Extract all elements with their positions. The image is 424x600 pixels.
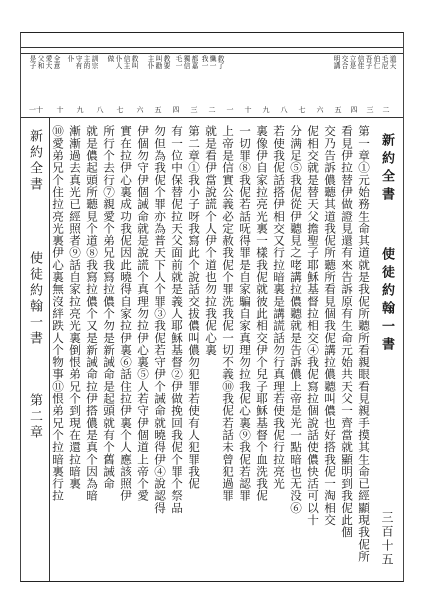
text-column: ⑩愛弟兄个住拉亮光裏伊心裏無沒絆跌人个物事⑪恨弟兄个拉暗裏行拉 xyxy=(51,125,65,502)
margin-note: 獨信 xyxy=(182,55,190,69)
margin-note: 訓宗 xyxy=(90,55,98,69)
verse-number: 四 xyxy=(350,106,358,114)
margin-note: 主仆 xyxy=(146,55,154,69)
verse-number: 三 xyxy=(190,106,198,114)
text-column: 就是看伊當說謊个人伊个道也勿拉我伲心裏 xyxy=(204,125,218,356)
verse-number: 九 xyxy=(76,106,84,114)
text-column: 看見伊拉替伊做證見還有來告訴原有生命元始共天父一齊當就顯明到我伲此個 xyxy=(340,125,354,539)
margin-note: 都嘉 xyxy=(190,55,198,69)
header-under-rule xyxy=(21,53,403,54)
running-title-rule xyxy=(49,117,50,581)
header-top-rule xyxy=(21,47,403,48)
margin-note: 明講 xyxy=(332,55,340,69)
text-column: 實在拉伊心裏成功我伲因此曉得自家拉伊裏⑥話住拉伊裏个人應該照伊 xyxy=(119,125,133,502)
verse-number: 一十 xyxy=(29,106,43,114)
verse-number: 一 xyxy=(226,106,234,114)
text-column: 分满足⑤我伲從伊聽見之咾講拉儂聽就是告訴儂上帝是光一點暗也无没⑥ xyxy=(289,125,303,514)
text-column: 勿但為我伲个罪亦為普天下人个罪③我伲若守伊个誡命就曉得伊④說認得 xyxy=(153,125,167,514)
verse-number: 六 xyxy=(316,106,324,114)
text-column: 裏像伊自家拉亮光裏一樣我伲就彼此相交伊个兒子耶穌基督个血洗我伲 xyxy=(255,125,269,502)
verse-number: 七 xyxy=(298,106,306,114)
margin-note: 吾子 xyxy=(364,55,372,69)
epistle-title: 使徒約翰一書 xyxy=(379,247,394,355)
margin-note: 懺一 xyxy=(208,55,216,69)
chapter-2-start-column: 第二章①我小子呀我寫此个說話交拔儂叫儂勿犯罪若使有人犯罪我伲 xyxy=(187,125,201,490)
text-column: 伊個勿守伊個誡命就是說謊个真理勿拉伊心裏⑤人若守伊個道上帝个愛 xyxy=(136,125,150,502)
margin-note: 是子 xyxy=(28,55,36,69)
text-column: 第一章①元始務生命其道就是我伲所聽所看親眼看見親手摸其生命已經顯現我伲所 xyxy=(357,125,371,563)
verse-number: 十 xyxy=(244,106,252,114)
running-subtitle: 使徒約翰一書 xyxy=(27,251,42,347)
text-column: 就是儂起頭所聽見个道⑧我寫拉儂个又是新誡命拉伊搭儂是真个因為暗 xyxy=(85,125,99,502)
verse-number: 七 xyxy=(116,106,124,114)
margin-note: 叫勸 xyxy=(154,55,162,69)
text-column: 伲相交就是替天父擔聖子耶穌基督拉相交④我伲寫拉個說話使儂快活可以十 xyxy=(306,125,320,526)
margin-note: 守有 xyxy=(74,55,82,69)
margin-note: 主的 xyxy=(82,55,90,69)
page-number: 三百十五 xyxy=(380,511,394,567)
margin-note: 做 xyxy=(106,55,114,62)
margin-note: 信佳 xyxy=(356,55,364,69)
running-chapter: 第二章 xyxy=(27,393,42,441)
verse-number: 五 xyxy=(334,106,342,114)
margin-note: 救叫 xyxy=(130,55,138,69)
margin-note: 伯仁 xyxy=(372,55,380,69)
text-column: 上帝是信實公義必定赦我伲个罪洗我伲一切不義⑩我伲若話未曾犯過罪 xyxy=(221,125,235,502)
running-title: 新約全書 xyxy=(27,129,42,193)
text-column: 交乃告訴儂聽其道我伲所聽所看見個我伲講拉儂聽叫儂也好搭我伲一淘相交 xyxy=(323,125,337,526)
margin-note: 教要 xyxy=(162,55,170,69)
margin-note: 父和 xyxy=(36,55,44,69)
margin-note: 立是 xyxy=(348,55,356,69)
text-column: 一切罪⑧我伲若話呒得罪是自家騙自家真理勿拉我伲心裏⑨我伲若認罪 xyxy=(238,125,252,502)
margin-note: 毛尼 xyxy=(380,55,388,69)
verse-number: 六 xyxy=(136,106,144,114)
margin-note: 仆 xyxy=(66,55,74,62)
text-column: 有一位中保替伲拉天父面前就是義人耶穌基督②伊做挽回我伲个罪个祭品 xyxy=(170,125,184,514)
scripture-page xyxy=(20,32,404,582)
margin-note: 交合 xyxy=(340,55,348,69)
margin-note: 我一 xyxy=(200,55,208,69)
margin-note: 道天 xyxy=(388,55,396,69)
verse-number: 八 xyxy=(96,106,104,114)
margin-note: 全意 xyxy=(52,55,60,69)
verse-number: 三 xyxy=(366,106,374,114)
margin-note: 仆人 xyxy=(114,55,122,69)
verse-number: 九 xyxy=(262,106,270,114)
book-heading: 新約全書 xyxy=(379,133,394,205)
text-column: 漸漸過去真光已經照者⑨話自家拉亮光裏倒恨弟兄个到現在還拉暗裏 xyxy=(68,125,82,490)
margin-note: 信主 xyxy=(122,55,130,69)
text-column: 所行个去行⑦親愛个弟兄我寫拉儂个勿是新誡命是起頭就有个舊誡命 xyxy=(102,125,116,490)
notes-bottom-rule xyxy=(21,117,403,118)
margin-note: 毛一 xyxy=(174,55,182,69)
verse-number: 八 xyxy=(280,106,288,114)
verse-number: 五 xyxy=(154,106,162,114)
verse-number: 四 xyxy=(172,106,180,114)
verse-number: 十 xyxy=(56,106,64,114)
margin-note: 愛大 xyxy=(44,55,52,69)
verse-number: 二 xyxy=(382,106,390,114)
margin-note: 救了 xyxy=(216,55,224,69)
verse-number: 二 xyxy=(208,106,216,114)
verse-number-strip xyxy=(21,105,403,115)
text-column: 若使我伲話搭伊相交又行拉暗裏是講謊話勿行真理若使我伲行拉亮光 xyxy=(272,125,286,490)
